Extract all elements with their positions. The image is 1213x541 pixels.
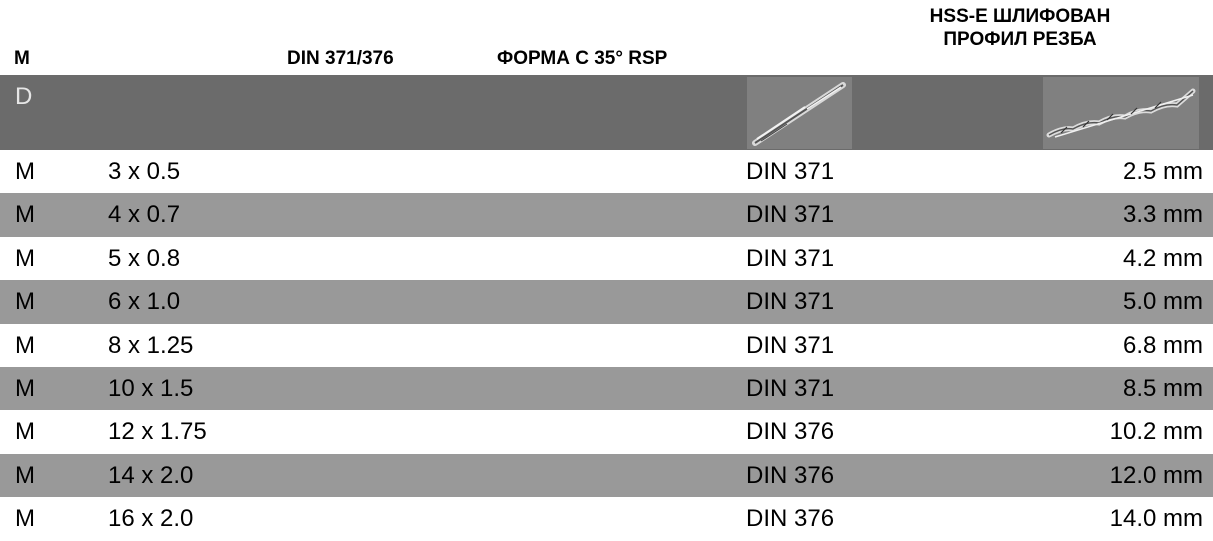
thread-prefix-cell: M <box>15 244 35 272</box>
table-row <box>0 410 1213 453</box>
thread-prefix-cell: M <box>15 505 35 533</box>
drill-diameter-cell: 3.3 mm <box>1122 201 1203 229</box>
drill-bit-icon <box>1043 77 1199 149</box>
thread-size-cell: 5 x 0.8 <box>108 244 181 272</box>
header-din-standard: DIN 371/376 <box>287 48 394 69</box>
din-standard-cell: DIN 376 <box>746 461 835 489</box>
thread-size-cell: 16 x 2.0 <box>108 505 194 533</box>
thread-size-cell: 4 x 0.7 <box>108 201 181 229</box>
din-standard-cell: DIN 376 <box>746 505 835 533</box>
table-row <box>0 193 1213 236</box>
thread-size-cell: 14 x 2.0 <box>108 461 194 489</box>
drill-diameter-cell: 5.0 mm <box>1122 288 1203 316</box>
table-row <box>0 454 1213 497</box>
thread-size-cell: 12 x 1.75 <box>108 418 207 446</box>
thread-prefix-cell: M <box>15 461 35 489</box>
table-row <box>0 237 1213 280</box>
tap-tool-icon <box>747 77 852 149</box>
drill-diameter-cell: 8.5 mm <box>1122 374 1203 402</box>
header-hss-line1: HSS-E ШЛИФОВАН <box>929 6 1111 27</box>
tool-band <box>0 75 1213 150</box>
thread-prefix-cell: M <box>15 374 35 402</box>
drill-diameter-cell: 12.0 mm <box>1109 461 1203 489</box>
drill-diameter-cell: 14.0 mm <box>1109 505 1203 533</box>
drill-diameter-cell: 6.8 mm <box>1122 331 1203 359</box>
thread-size-cell: 3 x 0.5 <box>108 158 181 185</box>
thread-table-body <box>0 150 1213 541</box>
thread-prefix-cell: M <box>15 288 35 316</box>
thread-size-cell: 8 x 1.25 <box>108 331 194 359</box>
din-standard-cell: DIN 371 <box>746 288 835 316</box>
thread-prefix-cell: M <box>15 158 35 185</box>
drill-diameter-cell: 4.2 mm <box>1122 244 1203 272</box>
thread-size-cell: 10 x 1.5 <box>108 374 194 402</box>
band-d-label: D <box>15 83 33 110</box>
thread-prefix-cell: M <box>15 418 35 446</box>
drill-diameter-cell: 2.5 mm <box>1122 158 1203 185</box>
table-row <box>0 150 1213 193</box>
table-row <box>0 497 1213 540</box>
thread-size-cell: 6 x 1.0 <box>108 288 181 316</box>
din-standard-cell: DIN 371 <box>746 244 835 272</box>
table-row <box>0 367 1213 410</box>
drill-diameter-cell: 10.2 mm <box>1109 418 1203 446</box>
table-header <box>0 0 1213 74</box>
header-m: M <box>14 48 30 69</box>
header-hss-line2: ПРОФИЛ РЕЗБА <box>943 29 1097 50</box>
table-row <box>0 280 1213 323</box>
table-row <box>0 324 1213 367</box>
thread-prefix-cell: M <box>15 201 35 229</box>
header-form: ФОРМА С 35° RSP <box>497 48 668 69</box>
din-standard-cell: DIN 371 <box>746 158 835 185</box>
header-hss <box>830 5 1210 51</box>
din-standard-cell: DIN 371 <box>746 331 835 359</box>
thread-prefix-cell: M <box>15 331 35 359</box>
din-standard-cell: DIN 371 <box>746 374 835 402</box>
din-standard-cell: DIN 376 <box>746 418 835 446</box>
din-standard-cell: DIN 371 <box>746 201 835 229</box>
